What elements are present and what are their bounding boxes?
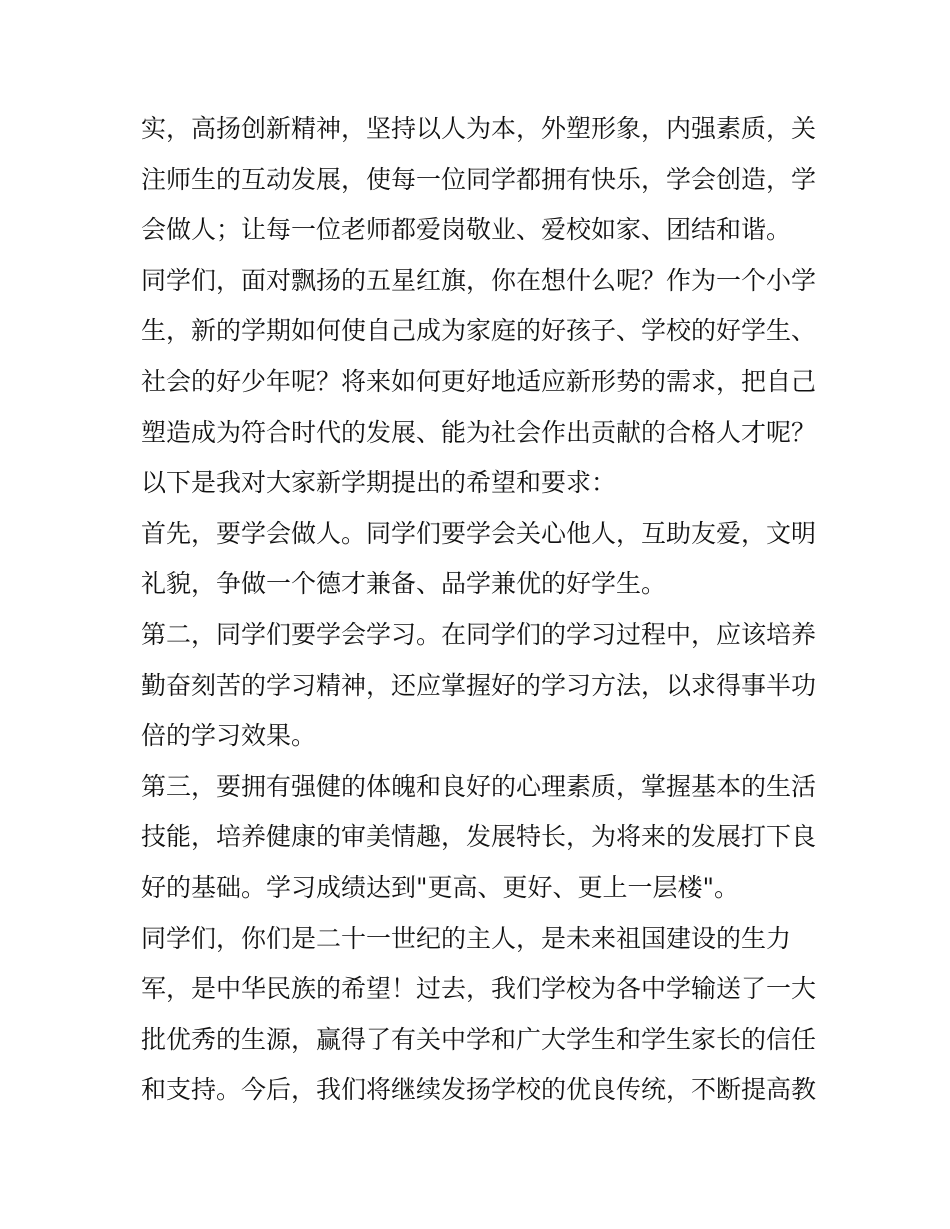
text-line: 注师生的互动发展，使每一位同学都拥有快乐，学会创造，学 xyxy=(141,164,817,194)
body-text xyxy=(141,104,817,1116)
text-line: 塑造成为符合时代的发展、能为社会作出贡献的合格人才呢？ xyxy=(141,417,817,447)
text-line: 首先，要学会做人。同学们要学会关心他人，互助友爱，文明 xyxy=(141,518,817,548)
text-line: 和支持。今后，我们将继续发扬学校的优良传统，不断提高教 xyxy=(141,1075,817,1105)
text-line: 社会的好少年呢？将来如何更好地适应新形势的需求，把自己 xyxy=(141,366,817,396)
text-line: 技能，培养健康的审美情趣，发展特长，为将来的发展打下良 xyxy=(141,822,817,852)
text-line: 同学们，面对飘扬的五星红旗，你在想什么呢？作为一个小学 xyxy=(141,265,817,295)
text-line: 批优秀的生源，赢得了有关中学和广大学生和学生家长的信任 xyxy=(141,1024,817,1054)
text-line: 生，新的学期如何使自己成为家庭的好孩子、学校的好学生、 xyxy=(141,316,817,346)
text-line: 会做人；让每一位老师都爱岗敬业、爱校如家、团结和谐。 xyxy=(141,215,792,245)
text-line: 礼貌，争做一个德才兼备、品学兼优的好学生。 xyxy=(141,569,667,599)
text-line: 勤奋刻苦的学习精神，还应掌握好的学习方法，以求得事半功 xyxy=(141,670,817,700)
text-line: 好的基础。学习成绩达到"更高、更好、更上一层楼"。 xyxy=(141,872,740,902)
text-line: 倍的学习效果。 xyxy=(141,721,317,751)
text-line: 第二，同学们要学会学习。在同学们的学习过程中，应该培养 xyxy=(141,619,817,649)
text-line: 以下是我对大家新学期提出的希望和要求： xyxy=(141,468,617,498)
text-line: 军，是中华民族的希望！过去，我们学校为各中学输送了一大 xyxy=(141,974,817,1004)
text-line: 同学们，你们是二十一世纪的主人，是未来祖国建设的生力 xyxy=(141,923,792,953)
text-line: 第三，要拥有强健的体魄和良好的心理素质，掌握基本的生活 xyxy=(141,771,817,801)
text-line: 实，高扬创新精神，坚持以人为本，外塑形象，内强素质，关 xyxy=(141,114,817,143)
